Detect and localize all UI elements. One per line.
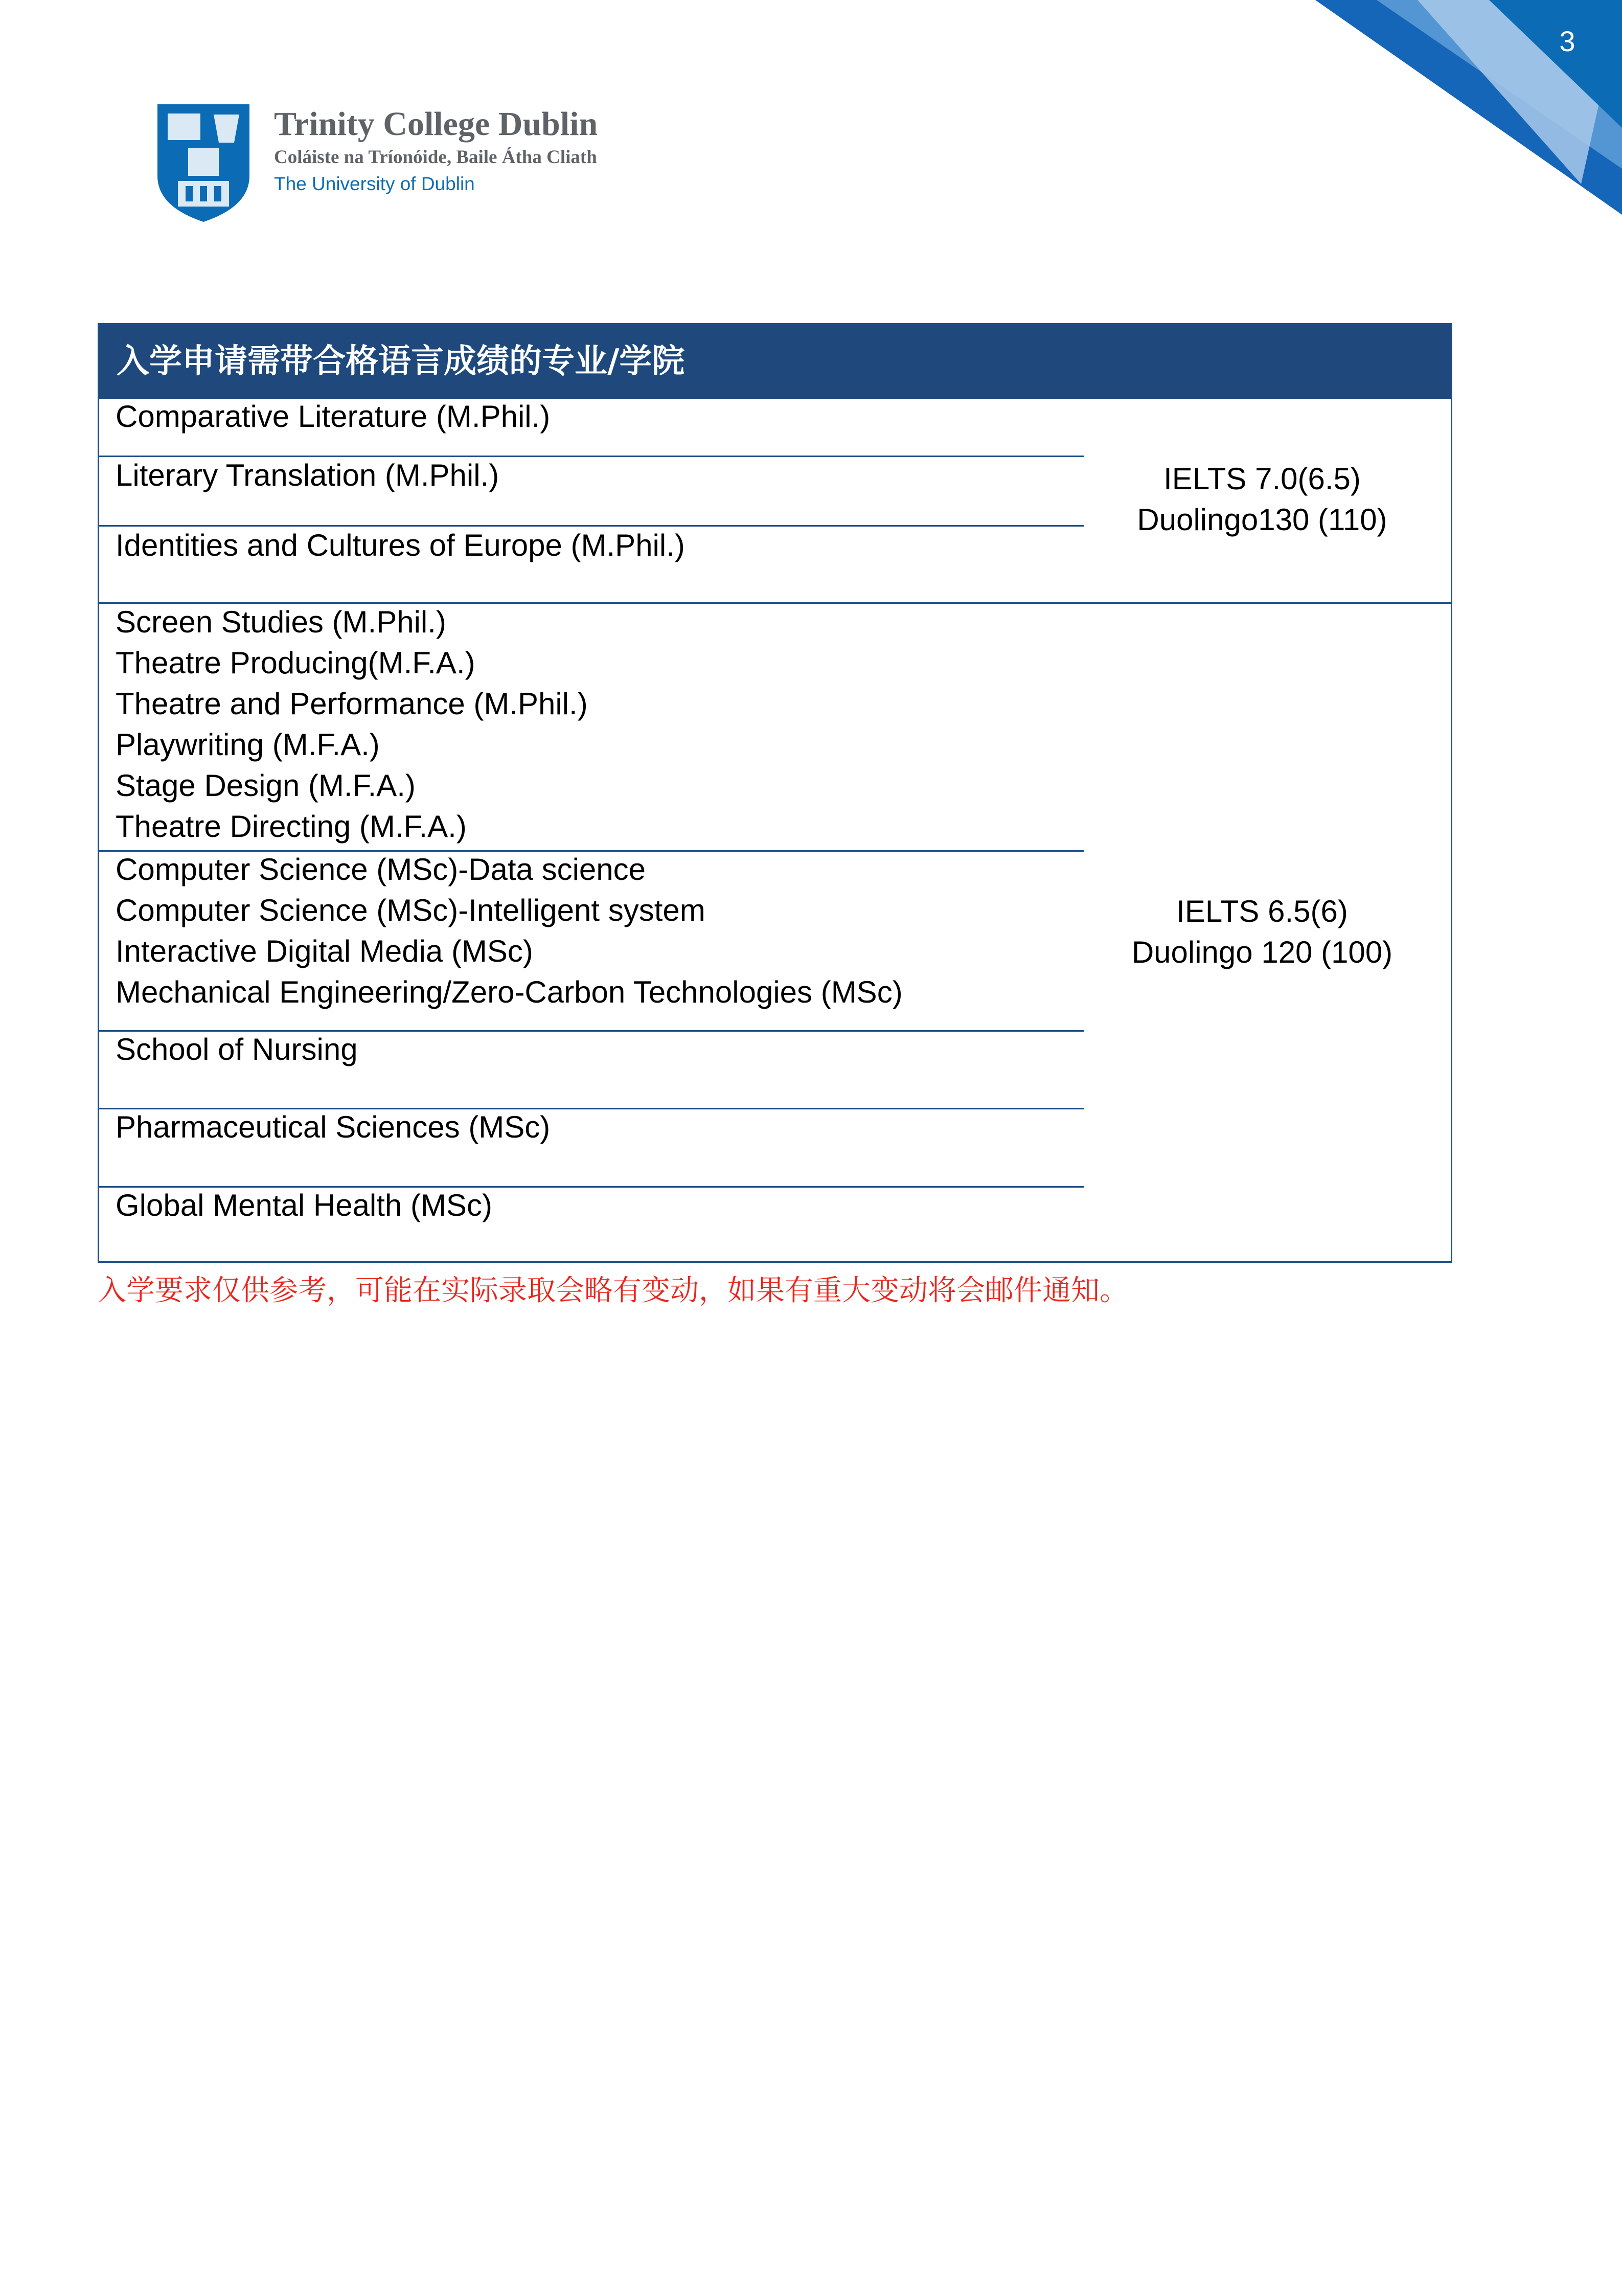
logo-name: Trinity College Dublin xyxy=(274,105,598,143)
programme-cell: Computer Science (MSc)-Data science xyxy=(116,852,646,886)
requirement-duolingo: Duolingo130 (110) xyxy=(1137,503,1387,537)
programme-cell: Stage Design (M.F.A.) xyxy=(116,768,416,803)
programme-cell: School of Nursing xyxy=(116,1032,358,1066)
logo-irish-name: Coláiste na Tríonóide, Baile Átha Cliath xyxy=(274,147,597,168)
logo-subtitle: The University of Dublin xyxy=(274,173,475,194)
requirement-ielts: IELTS 6.5(6) xyxy=(1176,894,1348,928)
programme-cell: Theatre Producing(M.F.A.) xyxy=(116,646,475,680)
programme-cell: Playwriting (M.F.A.) xyxy=(116,728,380,762)
programme-cell: Theatre and Performance (M.Phil.) xyxy=(116,687,588,721)
programme-cell: Mechanical Engineering/Zero-Carbon Technologies (MSc) xyxy=(116,975,903,1009)
programme-cell: Literary Translation (M.Phil.) xyxy=(116,458,499,492)
programme-cell: Comparative Literature (M.Phil.) xyxy=(116,399,551,434)
logo xyxy=(157,104,618,227)
requirement-ielts: IELTS 7.0(6.5) xyxy=(1163,462,1361,496)
table-header: 入学申请需带合格语言成绩的专业/学院 xyxy=(99,325,1451,399)
programme-cell: Interactive Digital Media (MSc) xyxy=(116,934,533,968)
crest-icon xyxy=(157,104,249,222)
programme-cell: Pharmaceutical Sciences (MSc) xyxy=(116,1110,551,1144)
programme-cell: Screen Studies (M.Phil.) xyxy=(116,605,446,639)
programme-cell: Theatre Directing (M.F.A.) xyxy=(116,809,467,844)
page-number: 3 xyxy=(1559,25,1575,57)
requirements-table xyxy=(98,323,1452,1263)
programme-cell: Global Mental Health (MSc) xyxy=(116,1188,492,1222)
programme-cell: Computer Science (MSc)-Intelligent system xyxy=(116,893,705,927)
programme-cell: Identities and Cultures of Europe (M.Phil.) xyxy=(116,528,685,562)
disclaimer-note: 入学要求仅供参考，可能在实际录取会略有变动，如果有重大变动将会邮件通知。 xyxy=(98,1274,1128,1307)
requirement-duolingo: Duolingo 120 (100) xyxy=(1131,935,1393,969)
